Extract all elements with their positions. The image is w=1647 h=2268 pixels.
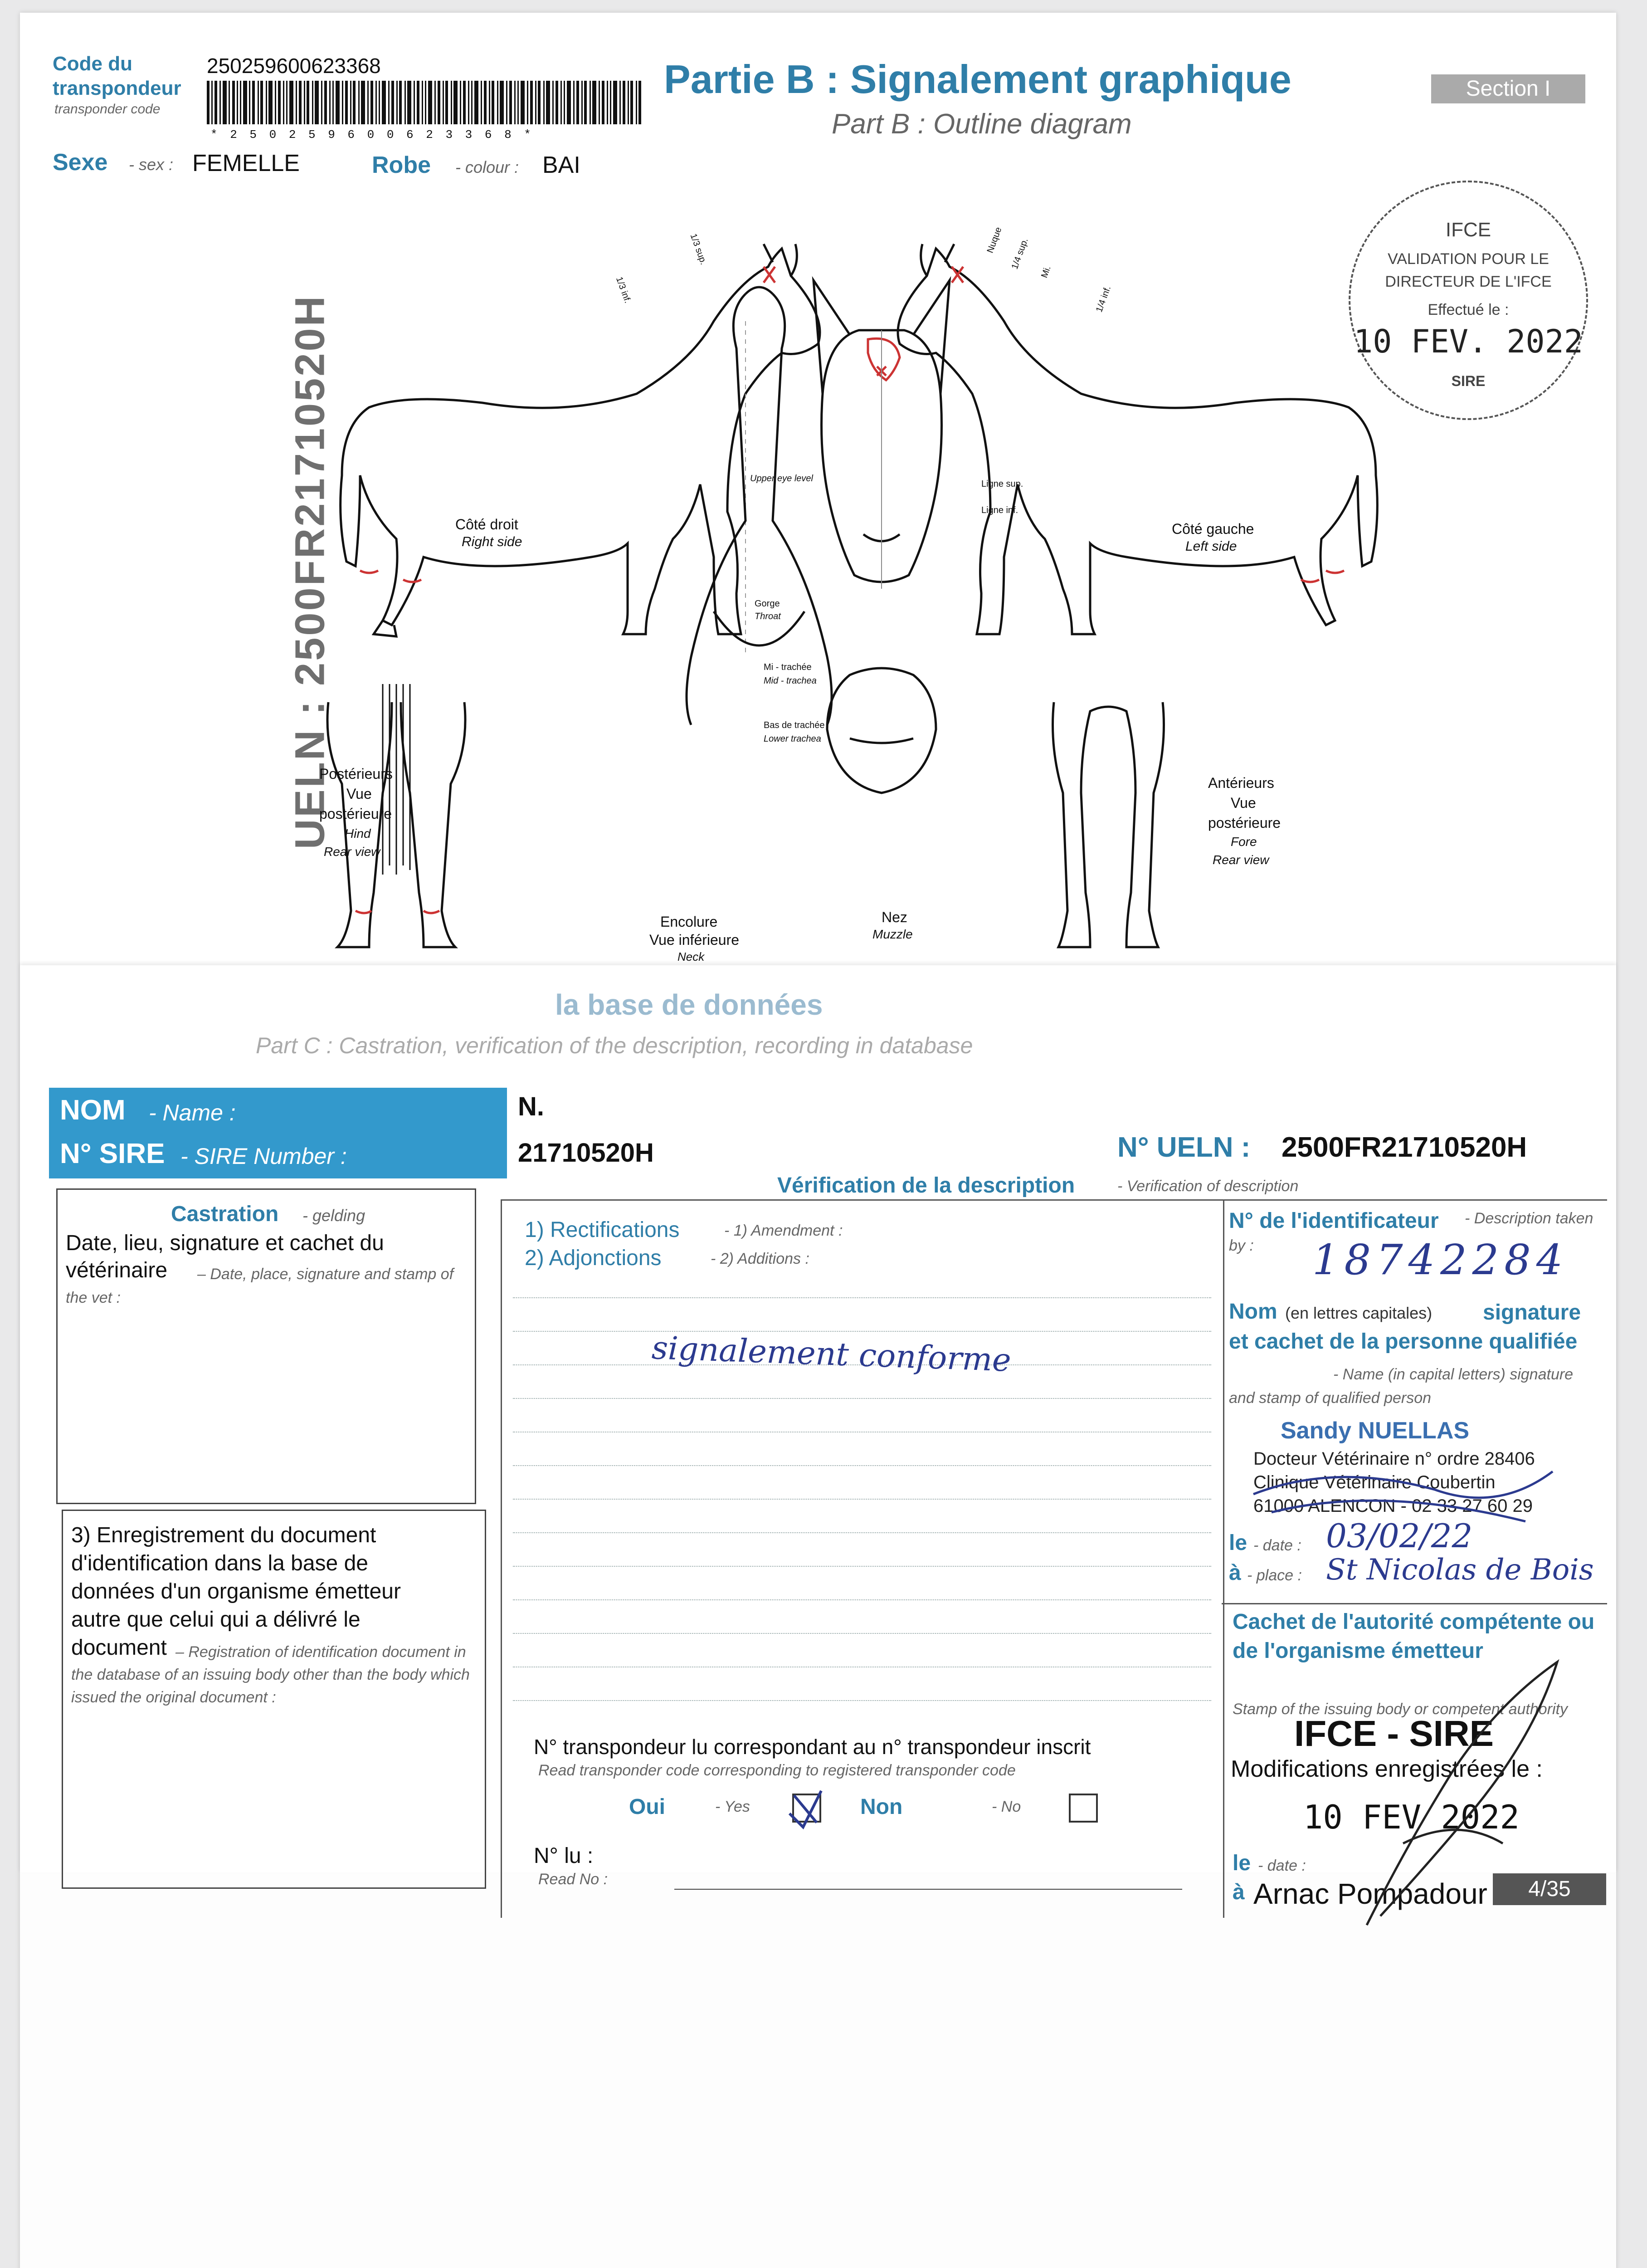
non-checkbox[interactable] bbox=[1069, 1794, 1098, 1823]
part-c-subtitle: Part C : Castration, verification of the description, recording in database bbox=[256, 1033, 973, 1058]
oui-label: Oui bbox=[629, 1795, 665, 1819]
sex-label: Sexe bbox=[53, 149, 108, 176]
throat-label: Throat bbox=[755, 611, 781, 621]
right-side-label: Côté droit bbox=[455, 516, 518, 533]
page-title: Partie B : Signalement graphique bbox=[664, 57, 1291, 102]
horse-head-front bbox=[814, 280, 950, 589]
castration-line2: vétérinaire bbox=[66, 1258, 168, 1282]
authority-date-label-en: - date : bbox=[1258, 1857, 1306, 1874]
non-label: Non bbox=[860, 1795, 903, 1819]
colour-label-en: - colour : bbox=[455, 158, 519, 176]
registration-line4: autre que celui qui a délivré le bbox=[71, 1608, 361, 1632]
hind-label-2: Vue bbox=[346, 786, 372, 802]
authority-rule bbox=[1222, 1603, 1607, 1604]
stamp-line3: DIRECTEUR DE L'IFCE bbox=[1385, 273, 1552, 290]
identifier-label-en: - Description taken by : bbox=[1229, 1210, 1593, 1254]
barcode-digits: * 2 5 0 2 5 9 6 0 0 6 2 3 3 6 8 * bbox=[210, 128, 534, 142]
authority-stamp-sub: Modifications enregistrées le : bbox=[1231, 1756, 1543, 1782]
read-no-line[interactable] bbox=[674, 1889, 1182, 1890]
hind-label: Postérieurs bbox=[319, 766, 393, 782]
castration-desc: – Date, place, signature and stamp of the vet : bbox=[66, 1266, 454, 1306]
yes-label: - Yes bbox=[715, 1798, 750, 1815]
left-side-label-en: Left side bbox=[1185, 539, 1237, 554]
ueln-value: 2500FR21710520H bbox=[1282, 1132, 1527, 1163]
stamp-line1: IFCE bbox=[1445, 219, 1491, 241]
identifier-label: N° de l'identificateur bbox=[1229, 1209, 1439, 1233]
mid-trachea-label: Mid - trachea bbox=[764, 676, 817, 686]
identity-banner bbox=[49, 1088, 507, 1178]
transponder-label: Code du transpondeur bbox=[53, 53, 181, 99]
sup-13-label: 1/3 sup. bbox=[688, 232, 709, 266]
sup-14-label: 1/4 sup. bbox=[1009, 237, 1030, 271]
vet-stamp-line3: 61000 ALENCON - 02 33 27 60 29 bbox=[1253, 1496, 1533, 1516]
dotted-line bbox=[513, 1331, 1211, 1332]
read-no-label: Read No : bbox=[538, 1871, 608, 1888]
dotted-line bbox=[513, 1297, 1211, 1298]
place-label-en: - place : bbox=[1247, 1567, 1302, 1584]
horse-neck-underside bbox=[687, 287, 832, 725]
sire-label-en: - SIRE Number : bbox=[180, 1144, 347, 1169]
colour-value: BAI bbox=[542, 152, 580, 178]
dotted-line bbox=[513, 1700, 1211, 1701]
ueln-label: N° UELN : bbox=[1117, 1132, 1251, 1163]
authority-title-en: Stamp of the issuing body or competent authority bbox=[1233, 1701, 1568, 1718]
dotted-line bbox=[513, 1532, 1211, 1533]
date-label-en: - date : bbox=[1253, 1537, 1301, 1554]
nom-caps-label: (en lettres capitales) bbox=[1285, 1304, 1433, 1322]
oui-checkbox[interactable] bbox=[792, 1794, 821, 1823]
authority-date-label: le bbox=[1233, 1851, 1251, 1875]
nuque-label: Nuque bbox=[985, 225, 1004, 254]
horse-right-side bbox=[341, 244, 820, 657]
verification-box bbox=[501, 1199, 1224, 1918]
castration-title-en: - gelding bbox=[302, 1206, 365, 1225]
right-side-label-en: Right side bbox=[462, 534, 522, 549]
mi-trachee-label: Mi - trachée bbox=[764, 662, 812, 672]
upper-eye-label: Upper eye level bbox=[750, 474, 813, 484]
ligne-inf-label: Ligne inf. bbox=[981, 505, 1018, 515]
check-mark-icon bbox=[785, 1786, 826, 1841]
transponder-code: 250259600623368 bbox=[207, 54, 381, 78]
lower-trachea-label: Lower trachea bbox=[764, 734, 821, 744]
part-c-title: la base de données bbox=[555, 988, 823, 1021]
stamp-date: 10 FEV. 2022 bbox=[1354, 323, 1583, 360]
vet-stamp-name: Sandy NUELLAS bbox=[1281, 1418, 1470, 1444]
registration-line5: document bbox=[71, 1636, 167, 1660]
registration-line2: d'identification dans la base de bbox=[71, 1551, 368, 1575]
bas-trachee-label: Bas de trachée bbox=[764, 720, 825, 730]
neck-label-2: Vue inférieure bbox=[649, 932, 740, 948]
ligne-sup-label: Ligne sup. bbox=[981, 479, 1023, 489]
registration-box bbox=[62, 1510, 486, 1889]
vet-stamp-line2: Clinique Vétérinaire Coubertin bbox=[1253, 1472, 1496, 1492]
nom-qualified-label: Nom bbox=[1229, 1300, 1277, 1324]
signature-label-en: - Name (in capital letters) signature and stamp of qualified person bbox=[1229, 1366, 1574, 1407]
rectifications-label: 1) Rectifications bbox=[525, 1218, 680, 1242]
handwritten-identifier: 18742284 bbox=[1312, 1236, 1569, 1284]
nom-label: NOM bbox=[60, 1095, 126, 1126]
vet-stamp bbox=[1249, 1417, 1593, 1517]
transponder-label-en: transponder code bbox=[54, 102, 161, 117]
stamp-footer: SIRE bbox=[1451, 373, 1486, 389]
authority-stamp-title: IFCE - SIRE bbox=[1294, 1713, 1494, 1754]
registration-desc: – Registration of identification document in the database of an issuing body other than the body which issued the original document : bbox=[71, 1643, 470, 1706]
nom-value: N. bbox=[518, 1092, 544, 1121]
barcode bbox=[207, 81, 642, 124]
handwritten-place: St Nicolas de Bois bbox=[1326, 1553, 1594, 1587]
fore-label-en: Fore bbox=[1231, 835, 1257, 849]
stamp-line4: Effectué le : bbox=[1428, 301, 1509, 318]
fore-label: Antérieurs bbox=[1208, 775, 1274, 791]
muzzle-label: Nez bbox=[882, 909, 907, 925]
authority-stamp-date: 10 FEV 2022 bbox=[1303, 1798, 1520, 1836]
nlu-label: N° lu : bbox=[534, 1844, 594, 1868]
nom-label-en: - Name : bbox=[149, 1100, 236, 1125]
gorge-label: Gorge bbox=[755, 599, 780, 609]
dotted-line bbox=[513, 1398, 1211, 1399]
inf-14-label: 1/4 inf. bbox=[1094, 284, 1113, 314]
sex-value: FEMELLE bbox=[192, 150, 300, 176]
mi-label: Mi. bbox=[1039, 264, 1053, 279]
neck-label: Encolure bbox=[660, 914, 718, 930]
rectifications-label-en: - 1) Amendment : bbox=[724, 1222, 843, 1239]
hind-label-3: postérieure bbox=[319, 806, 392, 822]
document-paper bbox=[20, 13, 1616, 2268]
date-label: le bbox=[1229, 1531, 1247, 1555]
adjonctions-label: 2) Adjonctions bbox=[525, 1246, 662, 1270]
stamp-line2: VALIDATION POUR LE bbox=[1388, 250, 1549, 268]
verification-title: Vérification de la description bbox=[777, 1173, 1075, 1198]
sire-value: 21710520H bbox=[518, 1138, 654, 1168]
hind-label-en-2: Rear view bbox=[324, 845, 380, 859]
fore-label-3: postérieure bbox=[1208, 815, 1281, 831]
no-label: - No bbox=[992, 1798, 1021, 1815]
verification-title-en: - Verification of description bbox=[1117, 1178, 1299, 1195]
adjonctions-label-en: - 2) Additions : bbox=[711, 1250, 809, 1267]
place-label: à bbox=[1229, 1561, 1241, 1585]
dotted-line bbox=[513, 1566, 1211, 1567]
sire-label: N° SIRE bbox=[60, 1138, 165, 1169]
registration-line3: données d'un organisme émetteur bbox=[71, 1579, 401, 1603]
inf-13-label: 1/3 inf. bbox=[614, 275, 633, 305]
horse-muzzle bbox=[827, 668, 936, 793]
dotted-line bbox=[513, 1633, 1211, 1634]
page-subtitle: Part B : Outline diagram bbox=[832, 108, 1132, 140]
handwritten-conforme: signalement conforme bbox=[651, 1329, 1012, 1379]
dotted-line bbox=[513, 1465, 1211, 1466]
authority-place-label: à bbox=[1233, 1880, 1245, 1904]
horse-left-side bbox=[898, 244, 1377, 634]
section-badge: Section I bbox=[1431, 74, 1585, 103]
identifier-column bbox=[1222, 1199, 1607, 1918]
hind-label-en: Hind bbox=[345, 826, 371, 841]
vet-stamp-line1: Docteur Vétérinaire n° ordre 28406 bbox=[1253, 1449, 1535, 1469]
authority-place-value: Arnac Pompadour bbox=[1253, 1877, 1487, 1910]
authority-title: Cachet de l'autorité compétente ou de l'organisme émetteur bbox=[1233, 1610, 1595, 1663]
castration-title: Castration bbox=[171, 1202, 279, 1226]
dotted-line bbox=[513, 1599, 1211, 1600]
transponder-question-en: Read transponder code corresponding to registered transponder code bbox=[538, 1762, 1016, 1779]
left-side-label: Côté gauche bbox=[1172, 521, 1254, 537]
part-c-sheet bbox=[20, 965, 1616, 1910]
fore-label-en-2: Rear view bbox=[1213, 853, 1269, 867]
page-number: 4/35 bbox=[1493, 1873, 1606, 1905]
fore-label-2: Vue bbox=[1231, 795, 1256, 811]
part-b-sheet bbox=[20, 13, 1616, 961]
sex-label-en: - sex : bbox=[129, 155, 174, 174]
transponder-question: N° transpondeur lu correspondant au n° transpondeur inscrit bbox=[534, 1735, 1091, 1759]
registration-line1: 3) Enregistrement du document bbox=[71, 1523, 376, 1547]
fore-legs-rear bbox=[1053, 702, 1164, 947]
signature-label: signature et cachet de la personne qualifiée bbox=[1229, 1300, 1581, 1354]
neck-label-en: Neck bbox=[677, 950, 705, 963]
castration-line1: Date, lieu, signature et cachet du bbox=[66, 1231, 384, 1255]
ueln-vertical: UELN : 2500FR21710520H bbox=[287, 294, 333, 850]
muzzle-label-en: Muzzle bbox=[872, 927, 913, 941]
dotted-line bbox=[513, 1499, 1211, 1500]
colour-label: Robe bbox=[372, 152, 431, 178]
castration-box bbox=[56, 1188, 476, 1504]
handwritten-date: 03/02/22 bbox=[1326, 1517, 1473, 1555]
